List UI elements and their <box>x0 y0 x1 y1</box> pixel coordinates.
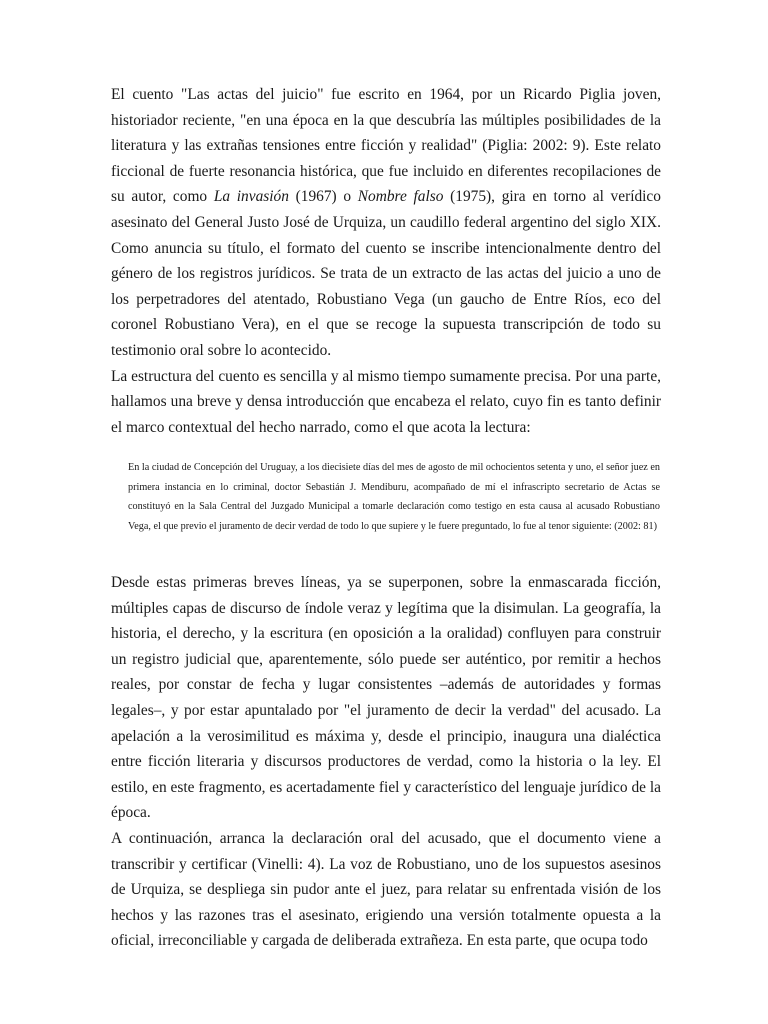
block-quote: En la ciudad de Concepción del Uruguay, a los diecisiete días del mes de agosto de mil ochocientos setenta y uno, el señor juez en primera instancia en lo criminal, doctor Sebastián J. Mendiburu, acompañado de mí el infrascripto secretario de Actas se constituyó en la Sala Central del Juzgado Municipal a tomarle declaración como testigo en esta causa al acusado Robustiano Vega, el que previo el juramento de decir verdad de todo lo que supiere y le fuere preguntado, lo fue al tenor siguiente: (2002: 81) <box>128 462 660 532</box>
paragraph-3: Desde estas primeras breves líneas, ya se superponen, sobre la enmascarada ficción, múltiples capas de discurso de índole veraz y legítima que la disimulan. La geografía, la historia, el derecho, y la escritura (en oposición a la oralidad) confluyen para construir un registro judicial que, aparentemente, sólo puede ser auténtico, por remitir a hechos reales, por constar de fecha y lugar consistentes –además de autoridades y formas legales–, y por estar apuntalado por "el juramento de decir la verdad" del acusado. La apelación a la verosimilitud es máxima y, desde el principio, inaugura una dialéctica entre ficción literaria y discursos productores de verdad, como la historia o la ley. El estilo, en este fragmento, es acertadamente fiel y característico del lenguaje jurídico de la época. <box>111 574 661 822</box>
paragraph-4: A continuación, arranca la declaración oral del acusado, que el documento viene a transcribir y certificar (Vinelli: 4). La voz de Robustiano, uno de los supuestos asesinos de Urquiza, se despliega sin pudor ante el juez, para relatar su enfrentada visión de los hechos y las razones tras el asesinato, erigiendo una versión totalmente opuesta a la oficial, irreconciliable y cargada de deliberada extrañeza. En esta parte, que ocupa todo <box>111 829 661 950</box>
paragraph-2: La estructura del cuento es sencilla y al mismo tiempo sumamente precisa. Por una parte, hallamos una breve y densa introducción que encabeza el relato, cuyo fin es tanto definir el marco contextual del hecho narrado, como el que acota la lectura: <box>111 367 661 436</box>
text-block-intro <box>111 82 661 440</box>
text-block-analysis <box>111 570 661 954</box>
book-title-nombre-falso: Nombre falso <box>357 188 444 206</box>
paragraph-1: El cuento "Las actas del juicio" fue escrito en 1964, por un Ricardo Piglia joven, historiador reciente, "en una época en la que descubría las múltiples posibilidades de la literatura y las extrañas tensiones entre ficción y realidad" (Piglia: 2002: 9). Este relato ficcional de fuerte resonancia histórica, que fue incluido en diferentes recopilaciones de su autor, como La invasión (1967) o Nombre falso (1975), gira en torno al verídico asesinato del General Justo José de Urquiza, un caudillo federal argentino del siglo XIX. Como anuncia su título, el formato del cuento se inscribe intencionalmente dentro del género de los registros jurídicos. Se trata de un extracto de las actas del juicio a uno de los perpetradores del atentado, Robustiano Vega (un gaucho de Entre Ríos, eco del coronel Robustiano Vera), en el que se recoge la supuesta transcripción de todo su testimonio oral sobre lo acontecido. <box>111 86 661 359</box>
book-title-la-invasion: La invasión <box>213 188 289 206</box>
